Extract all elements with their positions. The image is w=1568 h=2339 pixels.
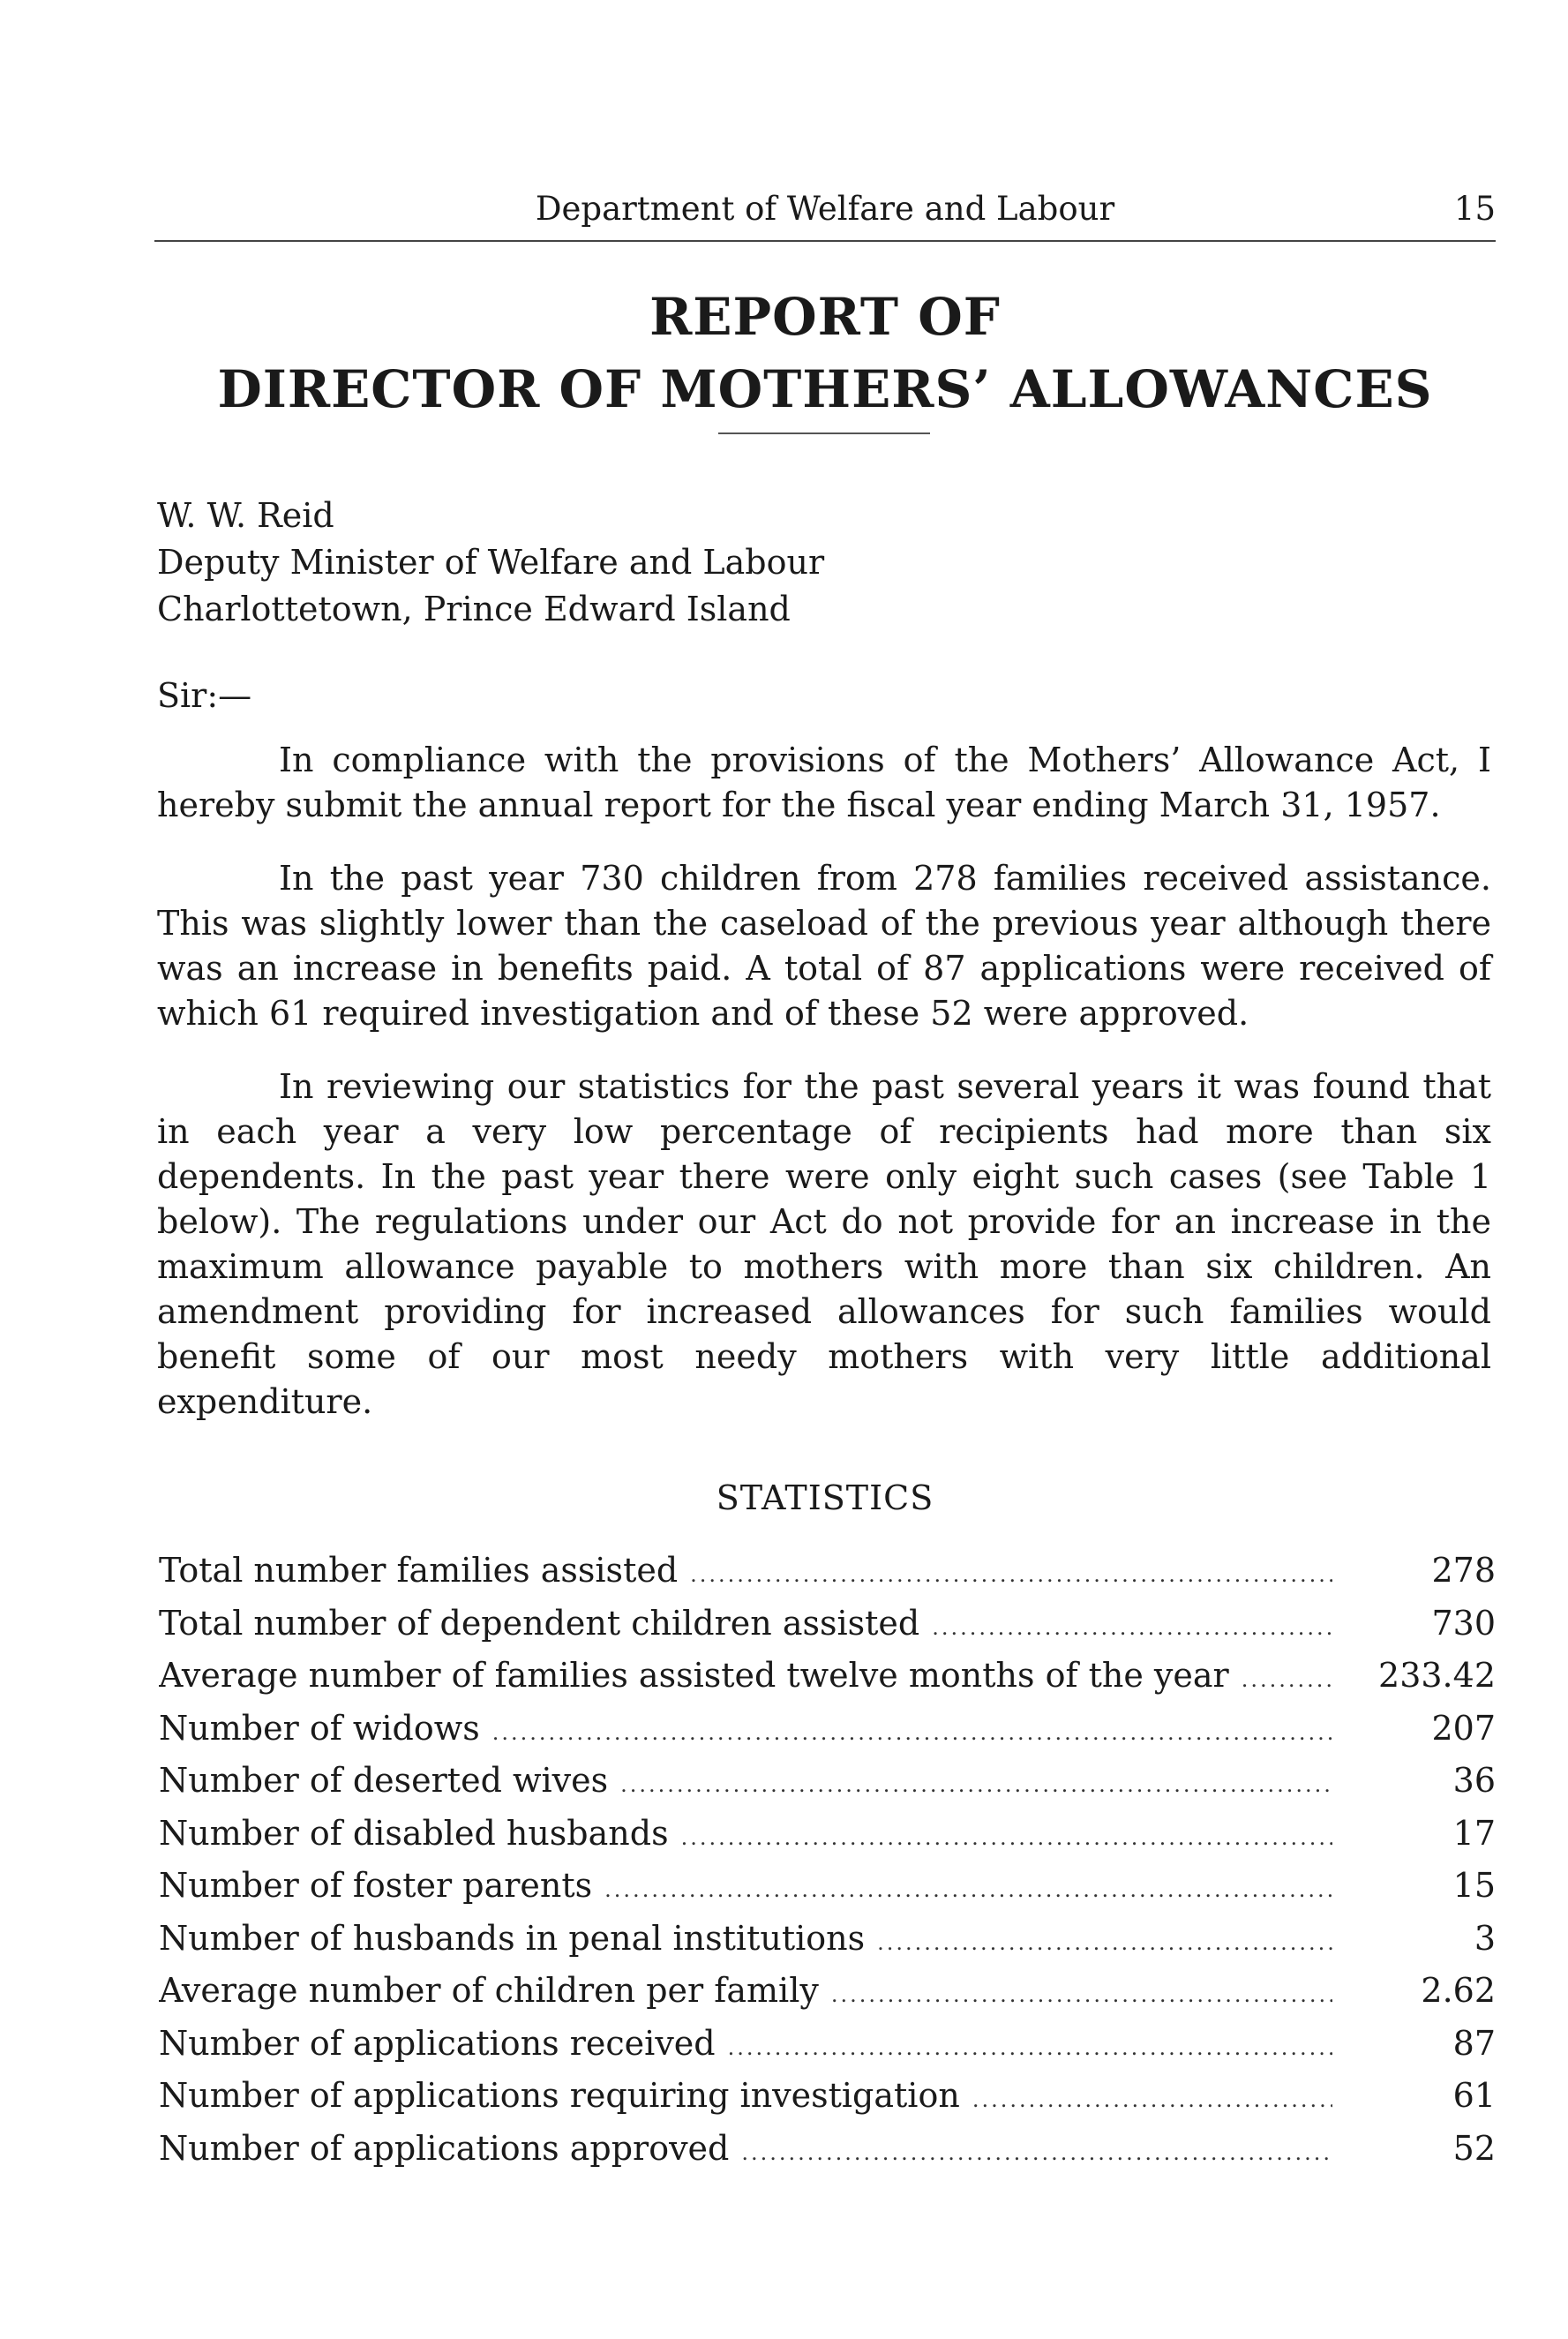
statistics-value: 61 bbox=[1452, 2076, 1496, 2115]
statistics-label-leader bbox=[159, 2070, 1332, 2127]
statistics-row bbox=[159, 1545, 1500, 1598]
paragraph: In the past year 730 children from 278 families received assistance. This was slightly lower than the caseload of the previous year although there was an increase in benefits paid. A total of 87 applications were received of which 61 required investigation and of these 52 were approved. bbox=[157, 859, 1491, 1033]
dot-leader bbox=[831, 1969, 1332, 2022]
statistics-label-leader bbox=[159, 1808, 1332, 1865]
salutation: Sir:— bbox=[157, 676, 252, 715]
statistics-value: 87 bbox=[1452, 2023, 1496, 2063]
statistics-value: 36 bbox=[1452, 1761, 1496, 1800]
recipient-position: Deputy Minister of Welfare and Labour bbox=[157, 543, 825, 582]
statistics-label: Number of widows bbox=[159, 1708, 480, 1748]
running-header bbox=[154, 187, 1496, 231]
statistics-value: 233.42 bbox=[1378, 1656, 1496, 1695]
statistics-row bbox=[159, 1598, 1500, 1651]
statistics-list bbox=[159, 1545, 1500, 2175]
statistics-label-leader bbox=[159, 1598, 1332, 1655]
statistics-value: 3 bbox=[1474, 1918, 1496, 1958]
statistics-row bbox=[159, 1860, 1500, 1913]
statistics-row bbox=[159, 2018, 1500, 2071]
statistics-label-leader bbox=[159, 1545, 1332, 1602]
statistics-value: 730 bbox=[1431, 1603, 1496, 1643]
statistics-row bbox=[159, 2070, 1500, 2123]
header-rule bbox=[154, 240, 1496, 242]
report-title-line-2: DIRECTOR OF MOTHERS’ ALLOWANCES bbox=[217, 359, 1433, 419]
statistics-value: 15 bbox=[1452, 1866, 1496, 1905]
statistics-label: Number of husbands in penal institutions bbox=[159, 1918, 866, 1958]
statistics-value: 17 bbox=[1452, 1813, 1496, 1853]
statistics-heading: STATISTICS bbox=[716, 1478, 934, 1517]
page-number: 15 bbox=[1453, 190, 1496, 228]
statistics-label-leader bbox=[159, 1650, 1332, 1707]
dot-leader bbox=[728, 2022, 1332, 2075]
report-body bbox=[157, 738, 1491, 1453]
statistics-row bbox=[159, 1965, 1500, 2018]
statistics-label-leader bbox=[159, 1965, 1332, 2022]
dot-leader bbox=[877, 1917, 1332, 1970]
statistics-value: 2.62 bbox=[1421, 1971, 1496, 2010]
statistics-label-leader bbox=[159, 1860, 1332, 1917]
statistics-label: Total number families assisted bbox=[159, 1551, 679, 1590]
dot-leader bbox=[620, 1759, 1332, 1812]
statistics-label-leader bbox=[159, 1755, 1332, 1812]
paragraph: In compliance with the provisions of the Mothers’ Allowance Act, I hereby submit the annual report for the fiscal year ending March 31, 1957. bbox=[157, 741, 1491, 824]
dot-leader bbox=[972, 2074, 1332, 2127]
statistics-row bbox=[159, 1703, 1500, 1756]
title-rule bbox=[718, 432, 930, 434]
statistics-label: Number of foster parents bbox=[159, 1866, 593, 1905]
statistics-label: Number of applications received bbox=[159, 2023, 716, 2063]
dot-leader bbox=[1242, 1654, 1332, 1707]
address-block bbox=[157, 493, 824, 633]
recipient-name: W. W. Reid bbox=[157, 496, 334, 535]
report-title bbox=[154, 281, 1496, 425]
statistics-label: Number of applications requiring investigation bbox=[159, 2076, 960, 2115]
dot-leader bbox=[932, 1602, 1332, 1655]
statistics-row bbox=[159, 1650, 1500, 1703]
dot-leader bbox=[492, 1707, 1332, 1760]
dot-leader bbox=[741, 2127, 1332, 2180]
running-title: Department of Welfare and Labour bbox=[535, 190, 1115, 228]
statistics-row bbox=[159, 1808, 1500, 1861]
statistics-row bbox=[159, 1755, 1500, 1808]
statistics-value: 278 bbox=[1431, 1551, 1496, 1590]
statistics-label-leader bbox=[159, 2018, 1332, 2075]
statistics-row bbox=[159, 1913, 1500, 1966]
statistics-label: Number of disabled husbands bbox=[159, 1813, 669, 1853]
statistics-label-leader bbox=[159, 1703, 1332, 1760]
statistics-label: Average number of children per family bbox=[159, 1971, 819, 2010]
statistics-label: Number of applications approved bbox=[159, 2128, 730, 2168]
statistics-label-leader bbox=[159, 2123, 1332, 2180]
statistics-value: 52 bbox=[1452, 2128, 1496, 2168]
paragraph: In reviewing our statistics for the past several years it was found that in each year a very low percentage of recipients had more than six dependents. In the past year there were only eight such cases (see Table 1 below). The regulations under our Act do not provide for an increase in the maximum allowance payable to mothers with more than six children. An amendment providing for increased allowances for such families would benefit some of our most needy mothers with very little additional expenditure. bbox=[157, 1067, 1491, 1421]
statistics-label: Average number of families assisted twelve months of the year bbox=[159, 1656, 1229, 1695]
statistics-label: Number of deserted wives bbox=[159, 1761, 609, 1800]
statistics-value: 207 bbox=[1431, 1708, 1496, 1748]
report-title-line-1: REPORT OF bbox=[649, 287, 1001, 347]
dot-leader bbox=[681, 1812, 1332, 1865]
statistics-row bbox=[159, 2123, 1500, 2176]
statistics-label-leader bbox=[159, 1913, 1332, 1970]
dot-leader bbox=[690, 1549, 1332, 1602]
statistics-label: Total number of dependent children assisted bbox=[159, 1603, 920, 1643]
dot-leader bbox=[604, 1864, 1332, 1917]
recipient-location: Charlottetown, Prince Edward Island bbox=[157, 590, 791, 628]
